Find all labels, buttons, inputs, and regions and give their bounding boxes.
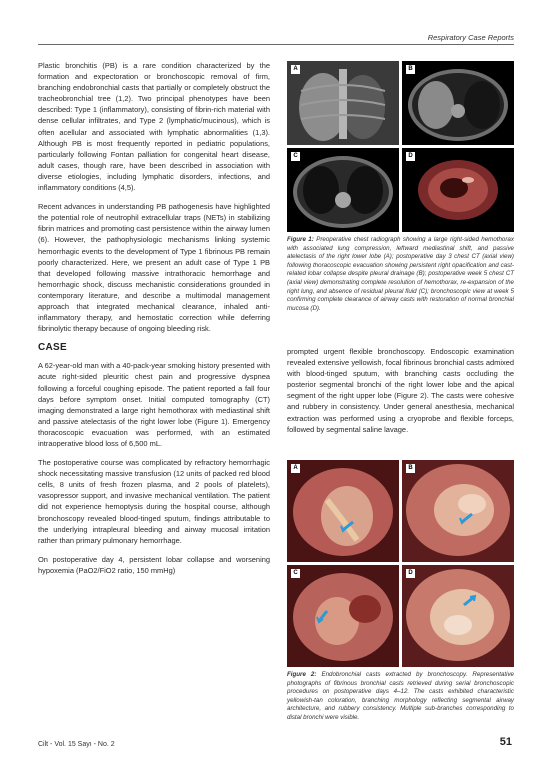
panel-label: C bbox=[291, 569, 300, 578]
endobronchial-cast-image bbox=[402, 565, 514, 667]
figure-2-panel-a bbox=[287, 460, 399, 562]
ct-scan-image bbox=[402, 61, 514, 145]
panel-label: B bbox=[406, 65, 415, 74]
figure-1-panel-c bbox=[287, 148, 399, 232]
figure-1-caption-text: Preoperative chest radiograph showing a large right-sided hemothorax with associated lung compression, leftward mediastinal shift, and passive atelectasis of the right lower lobe (A); postoperative day 3 chest CT (axial view) following thoracoscopic evacuation showing persistent right opacification and cast-related lobar collapse despite pleural drainage (B); postoperative week 5 chest CT (axial view) demonstrating complete resolution of hemothorax, re-expansion of the right lung, and absence of residual pleural fluid (C); bronchoscopic view at week 5 confirming complete clearance of airway casts with restoration of normal bronchial mucosa (D). bbox=[287, 236, 514, 312]
figure-1 bbox=[287, 61, 514, 313]
panel-label: A bbox=[291, 464, 300, 473]
panel-label: A bbox=[291, 65, 300, 74]
case-paragraph-1: A 62-year-old man with a 40-pack-year smoking history presented with acute right-sided pleuritic chest pain and progressive dyspnea following a forceful coughing episode. The patient reported a fall four days before symptom onset. Initial computed tomography (CT) imaging demonstrated a large right hemothorax with mediastinal shift and passive atelectasis of the right lower lobe (Figure 1). Emergency thoracoscopic evacuation was performed, with an estimated intraoperative blood loss of 6,500 mL. bbox=[38, 361, 270, 448]
panel-label: B bbox=[406, 464, 415, 473]
header-rule bbox=[38, 44, 514, 45]
endobronchial-cast-image bbox=[402, 460, 514, 562]
panel-label: D bbox=[406, 569, 415, 578]
figure-2 bbox=[287, 460, 514, 723]
case-paragraph-3: On postoperative day 4, persistent lobar collapse and worsening hypoxemia (PaO2/FiO2 ratio, 150 mmHg) bbox=[38, 554, 270, 575]
left-column bbox=[38, 60, 270, 584]
figure-1-panel-b bbox=[402, 61, 514, 145]
page-number: 51 bbox=[499, 736, 512, 748]
figure-1-caption-label: Figure 1: bbox=[287, 236, 314, 243]
figure-1-caption bbox=[287, 236, 514, 313]
endobronchial-cast-image bbox=[287, 460, 399, 562]
figure-2-caption bbox=[287, 671, 514, 723]
chest-radiograph-image bbox=[287, 61, 399, 145]
panel-label: C bbox=[291, 152, 300, 161]
panel-label: D bbox=[406, 152, 415, 161]
intro-paragraph-1: Plastic bronchitis (PB) is a rare condition characterized by the formation and expectoration or bronchoscopic removal of firm, branching endobronchial casts that partially or completely obstruct the tracheobronchial tree (1,2). Two principal phenotypes have been described: Type 1 (inflammatory), consisting of fibrin-rich material with dense cellular infiltrates, and Type 2 (lymphatic/mucinous), which is often acellular and associated with lymphatic abnormalities (1,3). Although PB is most frequently reported in pediatric populations, particularly following Fontan palliation for congenital heart disease, adult cases, though rare, have been described in association with diverse etiologies, including lymphatic disorders, infections, and inflammatory conditions (4,5). bbox=[38, 61, 270, 193]
figure-1-panel-d bbox=[402, 148, 514, 232]
figure-2-caption-text: Endobronchial casts extracted by bronchoscopy. Representative photographs of fibrinous bronchial casts retrieved during serial bronchoscopic procedures on postoperative days 4–12. The casts exhibited characteristic yellowish-tan coloration, branching morphology reflecting segmental airway architecture, and rubbery consistency. Multiple sub-branches corresponding to distal bronchi were visible. bbox=[287, 671, 514, 721]
bronchoscopy-image bbox=[402, 148, 514, 232]
case-heading: CASE bbox=[38, 342, 67, 354]
figure-2-panel-c bbox=[287, 565, 399, 667]
figure-2-panel-b bbox=[402, 460, 514, 562]
ct-scan-image bbox=[287, 148, 399, 232]
intro-paragraph-2: Recent advances in understanding PB pathogenesis have highlighted the potential role of neutrophil extracellular traps (NETs) in stabilizing fibrin matrices and promoting cast persistence within the airway lumen (6). However, the pathophysiologic mechanisms linking systemic hemorrhagic events to the development of Type 1 fibrinous PB remain poorly characterized. Here, we present an adult case of Type 1 PB that developed following massive intrathoracic hemorrhage and hemorrhagic shock, discuss mechanistic considerations grounded in contemporary literature, and describe a multimodal management approach that integrated mechanical clearance, inhaled anti-inflammatory therapy, and hemostatic correction while deferring fibrinolytic therapy because of ongoing bleeding risk. bbox=[38, 202, 270, 334]
right-column bbox=[287, 346, 514, 443]
case-paragraph-4: prompted urgent flexible bronchoscopy. Endoscopic examination revealed extensive yellowish, focal fibrinous bronchial casts admixed with blood-tinged sputum, with branching casts occluding the posterior segmental bronchi of the right lower lobe and the apical segment of the right upper lobe (Figure 2). The casts were cohesive and rubbery in consistency. Under general anesthesia, mechanical extraction was performed using a cryoprobe and flexible forceps, followed by segmental saline lavage. bbox=[287, 347, 514, 434]
endobronchial-cast-image bbox=[287, 565, 399, 667]
case-paragraph-2: The postoperative course was complicated by refractory hemorrhagic shock necessitating massive transfusion (12 units of packed red blood cells, 8 units of fresh frozen plasma, and 2 pools of platelets), vasopressor support, and invasive mechanical ventilation. The patient did not experience hemoptysis during the hospital course, although bronchoscopy revealed blood-tinged sputum, findings attributable to the underlying intrapleural bleeding and airway mucosal irritation rather than primary pulmonary hemorrhage. bbox=[38, 458, 270, 545]
figure-2-caption-label: Figure 2: bbox=[287, 671, 317, 678]
footer-journal-info: Cilt - Vol. 15 Sayı - No. 2 bbox=[38, 741, 115, 748]
figure-1-panel-a bbox=[287, 61, 399, 145]
figure-2-panel-d bbox=[402, 565, 514, 667]
running-header: Respiratory Case Reports bbox=[427, 33, 514, 42]
